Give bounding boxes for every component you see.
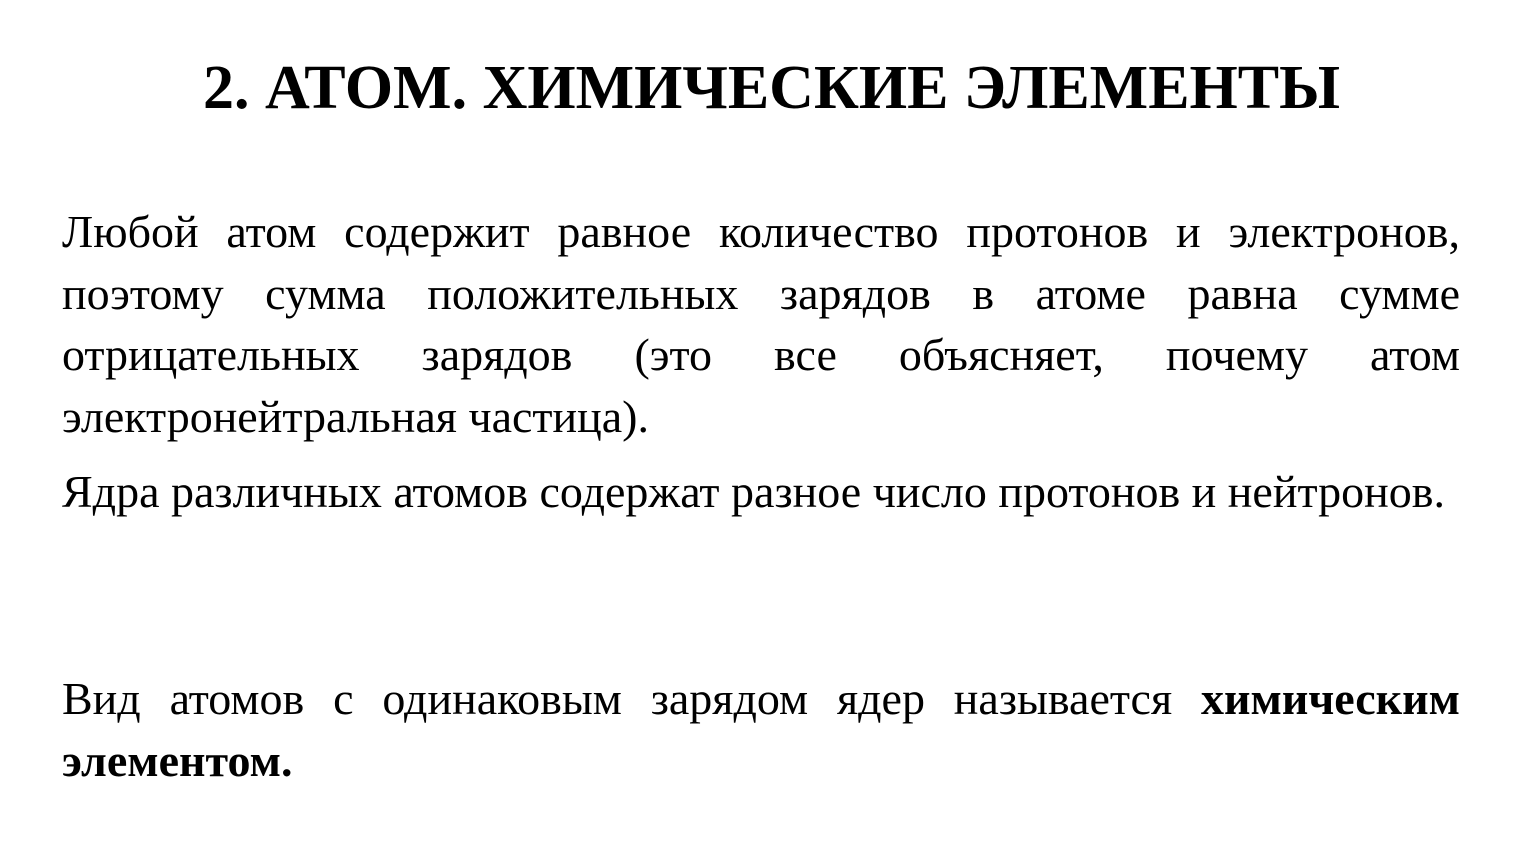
paragraph-nuclei: Ядра различных атомов содержат разное число протонов и нейтронов. xyxy=(62,466,1445,517)
definition-term: химическим элементом. xyxy=(62,673,1461,786)
definition-text: Вид атомов с одинаковым зарядом ядер называется xyxy=(62,673,1173,724)
slide-title: 2. АТОМ. ХИМИЧЕСКИЕ ЭЛЕМЕНТЫ xyxy=(202,54,1341,122)
paragraph-atom-charge: Любой атом содержит равное количество протонов и электронов, поэтому сумма положительных зарядов в атоме равна сумме отрицательных зарядов (это все объясняет, почему атом электронейтральная частица). xyxy=(62,206,1460,442)
paragraph-definition xyxy=(62,668,1460,791)
